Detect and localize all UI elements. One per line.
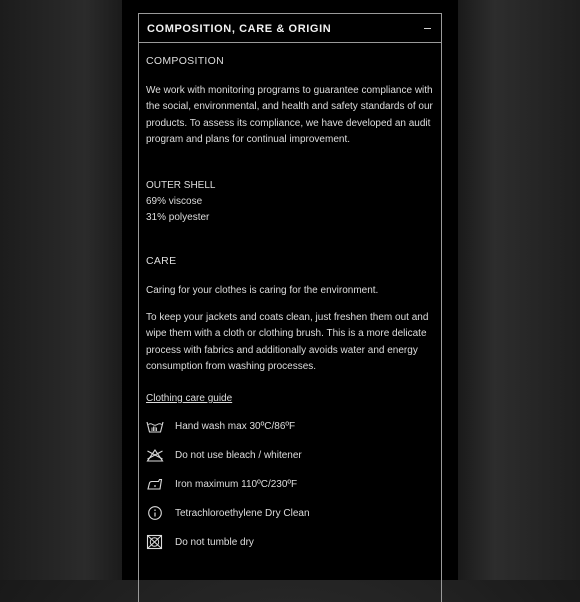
- iron-icon: [146, 476, 164, 492]
- product-details-panel: [122, 0, 458, 580]
- material-viscose: 69% viscose: [146, 196, 203, 207]
- material-polyester: 31% polyester: [146, 212, 210, 223]
- care-instruction-row: [146, 447, 436, 465]
- hand-wash-icon: [146, 418, 164, 434]
- dry-clean-icon: [146, 505, 164, 521]
- composition-heading: COMPOSITION: [146, 55, 224, 67]
- care-instruction-label: Tetrachloroethylene Dry Clean: [175, 508, 310, 519]
- care-heading: CARE: [146, 255, 177, 267]
- background-left: [0, 0, 122, 580]
- care-instruction-label: Iron maximum 110ºC/230ºF: [175, 479, 298, 490]
- care-instruction-row: [146, 418, 436, 436]
- accordion-title: COMPOSITION, CARE & ORIGIN: [147, 23, 332, 35]
- care-instruction-label: Hand wash max 30ºC/86ºF: [175, 421, 296, 432]
- accordion-header[interactable]: [138, 13, 442, 43]
- care-instruction-row: [146, 534, 436, 552]
- care-intro: Caring for your clothes is caring for the environment.: [146, 285, 379, 296]
- care-instruction-label: Do not use bleach / whitener: [175, 450, 302, 461]
- care-instruction-row: [146, 476, 436, 494]
- no-bleach-icon: [146, 447, 164, 463]
- no-tumble-dry-icon: [146, 534, 164, 550]
- composition-paragraph: We work with monitoring programs to guarantee compliance with the social, environmental, and health and safety standards of our products. To assess its compliance, we have developed an audit program and plans for continual improvement.: [146, 85, 433, 145]
- care-instruction-label: Do not tumble dry: [175, 537, 254, 548]
- collapse-minus-icon[interactable]: [424, 28, 431, 29]
- background-right: [458, 0, 580, 580]
- care-instruction-row: [146, 505, 436, 523]
- clothing-care-guide-link[interactable]: Clothing care guide: [146, 393, 233, 404]
- care-paragraph: To keep your jackets and coats clean, just freshen them out and wipe them with a cloth or clothing brush. This is a more delicate process with fabrics and additionally avoids water and energy consumption from washing processes.: [146, 312, 429, 372]
- outer-shell-label: OUTER SHELL: [146, 180, 216, 191]
